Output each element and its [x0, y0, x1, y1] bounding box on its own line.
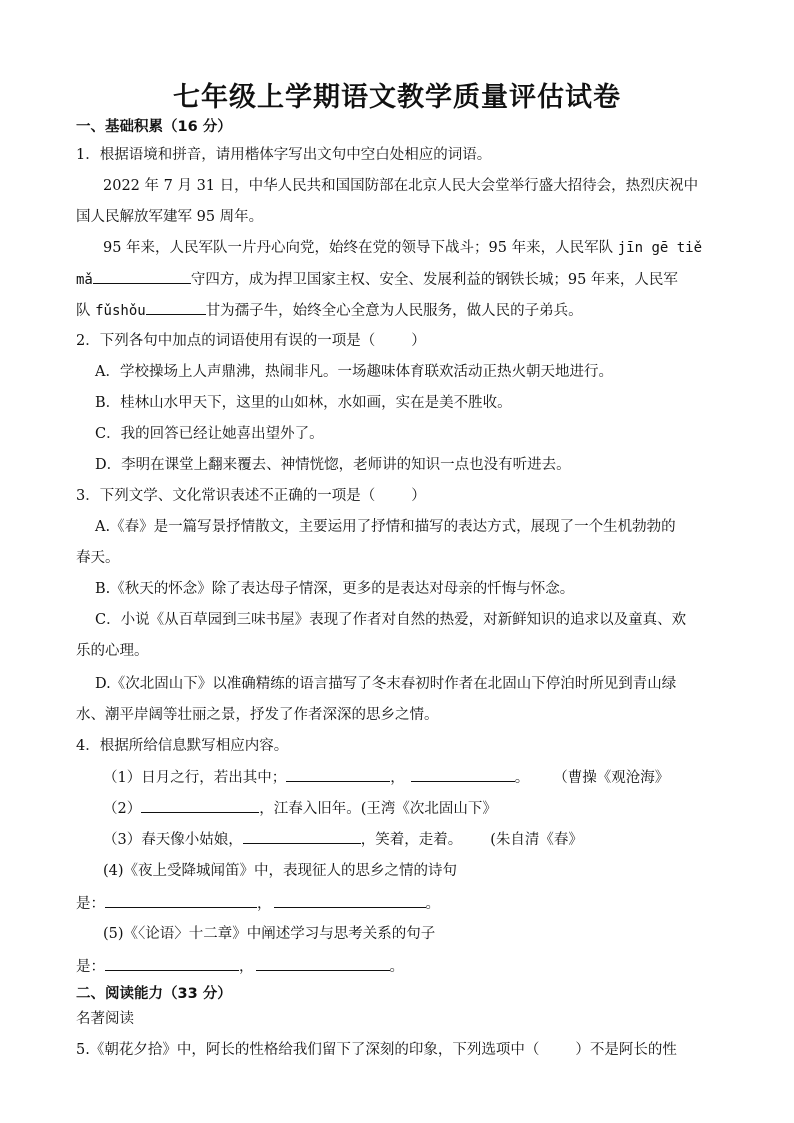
q2-option-d: D．李明在课堂上翻来覆去、神情恍惚，老师讲的知识一点也没有听进去。: [95, 457, 571, 473]
section2-heading: 二、阅读能力（33 分）: [76, 986, 232, 1002]
q4-item2: [103, 797, 497, 820]
q1-passage2-text: 队: [76, 303, 96, 319]
answer-blank[interactable]: [256, 955, 390, 971]
q4-item2-text: ，江春入旧年。(王湾《次北固山下》: [259, 801, 497, 817]
q3-option-c-line1: C．小说《从百草园到三味书屋》表现了作者对自然的热爱，对新鲜知识的追求以及童真、欢: [95, 612, 687, 628]
q3-stem-text: 3．下列文学、文化常识表述不正确的一项是（: [76, 488, 376, 504]
q1-passage2-line3: [76, 299, 583, 322]
pinyin-hint: fǔshǒu: [95, 303, 146, 319]
q3-option-b: B.《秋天的怀念》除了表达母子情深，更多的是表达对母亲的忏悔与怀念。: [95, 581, 575, 597]
q3-option-c-line2: 乐的心理。: [76, 643, 149, 659]
q2-option-c: C．我的回答已经让她喜出望外了。: [95, 426, 324, 442]
q3-option-d-line1: D.《次北固山下》以准确精练的语言描写了冬末春初时作者在北固山下停泊时所见到青山绿: [95, 676, 677, 692]
q3-option-a-line2: 春天。: [76, 550, 120, 566]
q2-option-a: A．学校操场上人声鼎沸，热闹非凡。一场趣味体育联欢活动正热火朝天地进行。: [95, 364, 613, 380]
comma: ，: [257, 896, 272, 912]
q4-item1-text: （1）日月之行，若出其中；: [103, 770, 287, 786]
answer-blank[interactable]: [146, 299, 206, 315]
answer-blank[interactable]: [105, 955, 239, 971]
q2-stem: [76, 330, 426, 352]
q3-option-a-line1: A.《春》是一篇写景抒情散文，主要运用了抒情和描写的表达方式，展现了一个生机勃勃的: [95, 519, 676, 535]
answer-blank[interactable]: [286, 766, 390, 782]
q4-item4-prefix: 是：: [76, 896, 105, 912]
section2-subheading: 名著阅读: [76, 1011, 134, 1027]
pinyin-hint: mǎ: [76, 272, 93, 288]
q3-option-d-line2: 水、潮平岸阔等壮丽之景，抒发了作者深深的思乡之情。: [76, 707, 439, 723]
q4-item2-num: （2）: [103, 801, 142, 817]
q4-item1-source: （曹操《观沧海》: [553, 770, 670, 786]
q3-stem-close: ）: [411, 488, 426, 504]
q5-stem: [76, 1039, 677, 1061]
q4-item4-answer: [76, 892, 440, 915]
q2-option-b: B．桂林山水甲天下，这里的山如林，水如画，实在是美不胜收。: [95, 395, 512, 411]
page-title: 七年级上学期语文教学质量评估试卷: [173, 82, 621, 113]
answer-blank[interactable]: [411, 766, 515, 782]
q4-item5: (5)《〈论语〉十二章》中阐述学习与思考关系的句子: [103, 926, 436, 942]
q5-stem-text: 5.《朝花夕拾》中，阿长的性格给我们留下了深刻的印象，下列选项中（: [76, 1042, 540, 1058]
section1-heading: 一、基础积累（16 分）: [76, 119, 232, 135]
q1-passage2-line2: [76, 268, 678, 291]
q1-passage2-text: 95 年来，人民军队一片丹心向党，始终在党的领导下战斗；95 年来，人民军队: [103, 240, 618, 256]
q4-item5-answer: [76, 955, 404, 978]
q4-item3-text2: ，笑着，走着。: [360, 832, 463, 848]
q4-item3-text: （3）春天像小姑娘，: [103, 832, 243, 848]
q4-item1: [103, 766, 669, 789]
q1-passage2-line1: [103, 237, 702, 259]
pinyin-hint: jīn gē tiě: [617, 240, 703, 256]
q4-item4: (4)《夜上受降城闻笛》中，表现征人的思乡之情的诗句: [103, 863, 458, 879]
answer-blank[interactable]: [141, 797, 259, 813]
answer-blank[interactable]: [105, 892, 257, 908]
period: 。: [425, 896, 440, 912]
q1-passage1-line2: 国人民解放军建军 95 周年。: [76, 209, 264, 225]
q4-item3: [103, 828, 583, 851]
q1-stem: 1．根据语境和拼音，请用楷体字写出文句中空白处相应的词语。: [76, 147, 492, 163]
answer-blank[interactable]: [93, 268, 191, 284]
q3-stem: [76, 485, 426, 507]
comma: ，: [390, 770, 405, 786]
q2-stem-text: 2．下列各句中加点的词语使用有误的一项是（: [76, 333, 376, 349]
q4-item3-source: (朱自清《春》: [490, 832, 583, 848]
comma: ，: [239, 959, 254, 975]
period: 。: [389, 959, 404, 975]
q5-stem-text2: ）不是阿长的性: [575, 1042, 677, 1058]
q2-stem-close: ）: [411, 333, 426, 349]
q1-passage2-text: 甘为孺子牛，始终全心全意为人民服务，做人民的子弟兵。: [205, 303, 583, 319]
answer-blank[interactable]: [274, 892, 426, 908]
period: 。: [514, 770, 530, 786]
q1-passage2-text: 守四方，成为捍卫国家主权、安全、发展利益的钢铁长城；95 年来，人民军: [190, 272, 678, 288]
q1-passage1-line1: 2022 年 7 月 31 日，中华人民共和国国防部在北京人民大会堂举行盛大招待会，热烈庆祝中: [103, 178, 699, 194]
answer-blank[interactable]: [243, 828, 361, 844]
q4-stem: 4．根据所给信息默写相应内容。: [76, 738, 289, 754]
q4-item5-prefix: 是：: [76, 959, 105, 975]
